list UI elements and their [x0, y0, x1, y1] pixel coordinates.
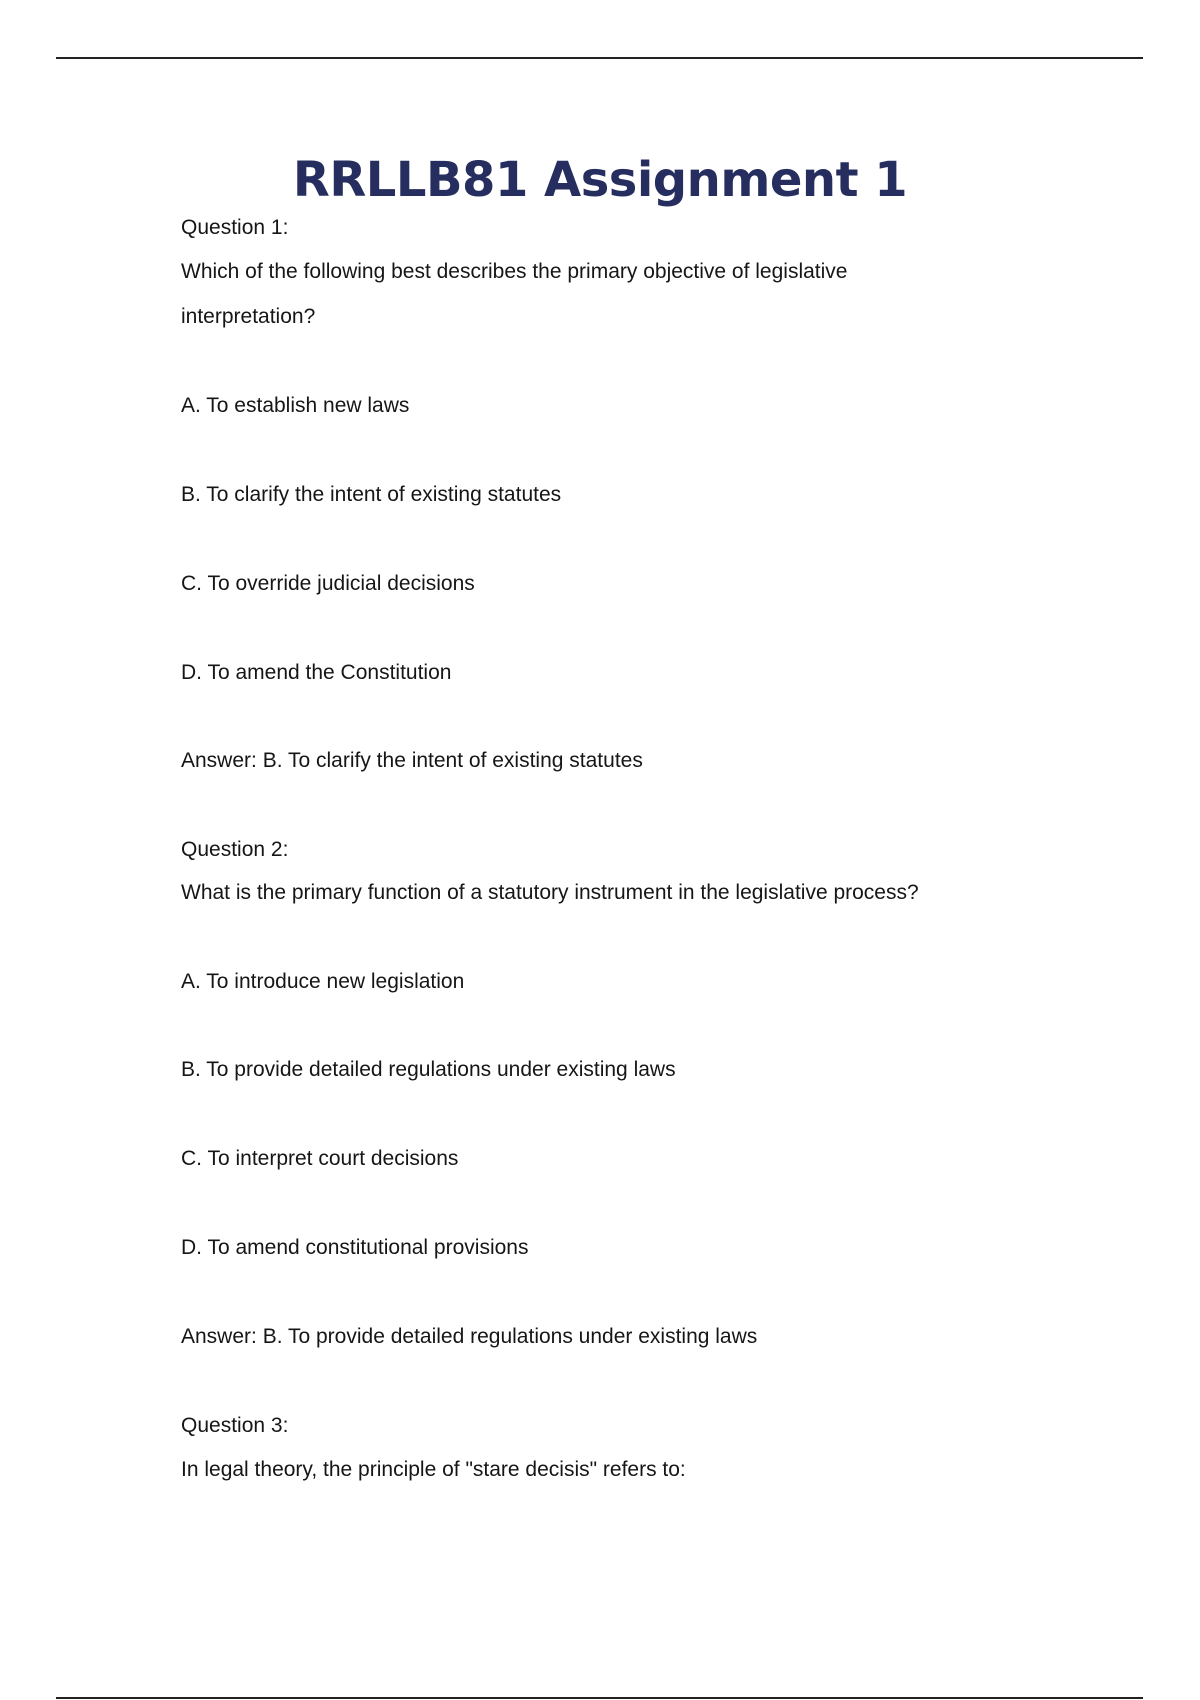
question-2-option-c: C. To interpret court decisions [181, 1147, 459, 1170]
question-2-option-d: D. To amend constitutional provisions [181, 1236, 529, 1259]
question-1-option-c: C. To override judicial decisions [181, 572, 475, 595]
question-2-text: What is the primary function of a statutory instrument in the legislative process? [181, 881, 919, 904]
question-1-text-continued: interpretation? [181, 305, 316, 328]
question-2-label: Question 2: [181, 838, 289, 861]
question-2-answer: Answer: B. To provide detailed regulations under existing laws [181, 1325, 758, 1348]
question-3-text: In legal theory, the principle of "stare decisis" refers to: [181, 1458, 686, 1481]
document-title: RRLLB81 Assignment 1 [292, 152, 908, 208]
question-3-label: Question 3: [181, 1414, 289, 1437]
question-1-answer: Answer: B. To clarify the intent of existing statutes [181, 749, 643, 772]
bottom-rule [56, 1697, 1143, 1699]
top-rule [56, 57, 1143, 59]
question-1-option-d: D. To amend the Constitution [181, 661, 452, 684]
question-1-option-b: B. To clarify the intent of existing statutes [181, 483, 562, 506]
question-1-option-a: A. To establish new laws [181, 394, 410, 417]
question-1-text: Which of the following best describes the primary objective of legislative [181, 260, 848, 283]
question-1-label: Question 1: [181, 216, 289, 239]
question-2-option-a: A. To introduce new legislation [181, 970, 465, 993]
question-2-option-b: B. To provide detailed regulations under existing laws [181, 1058, 676, 1081]
